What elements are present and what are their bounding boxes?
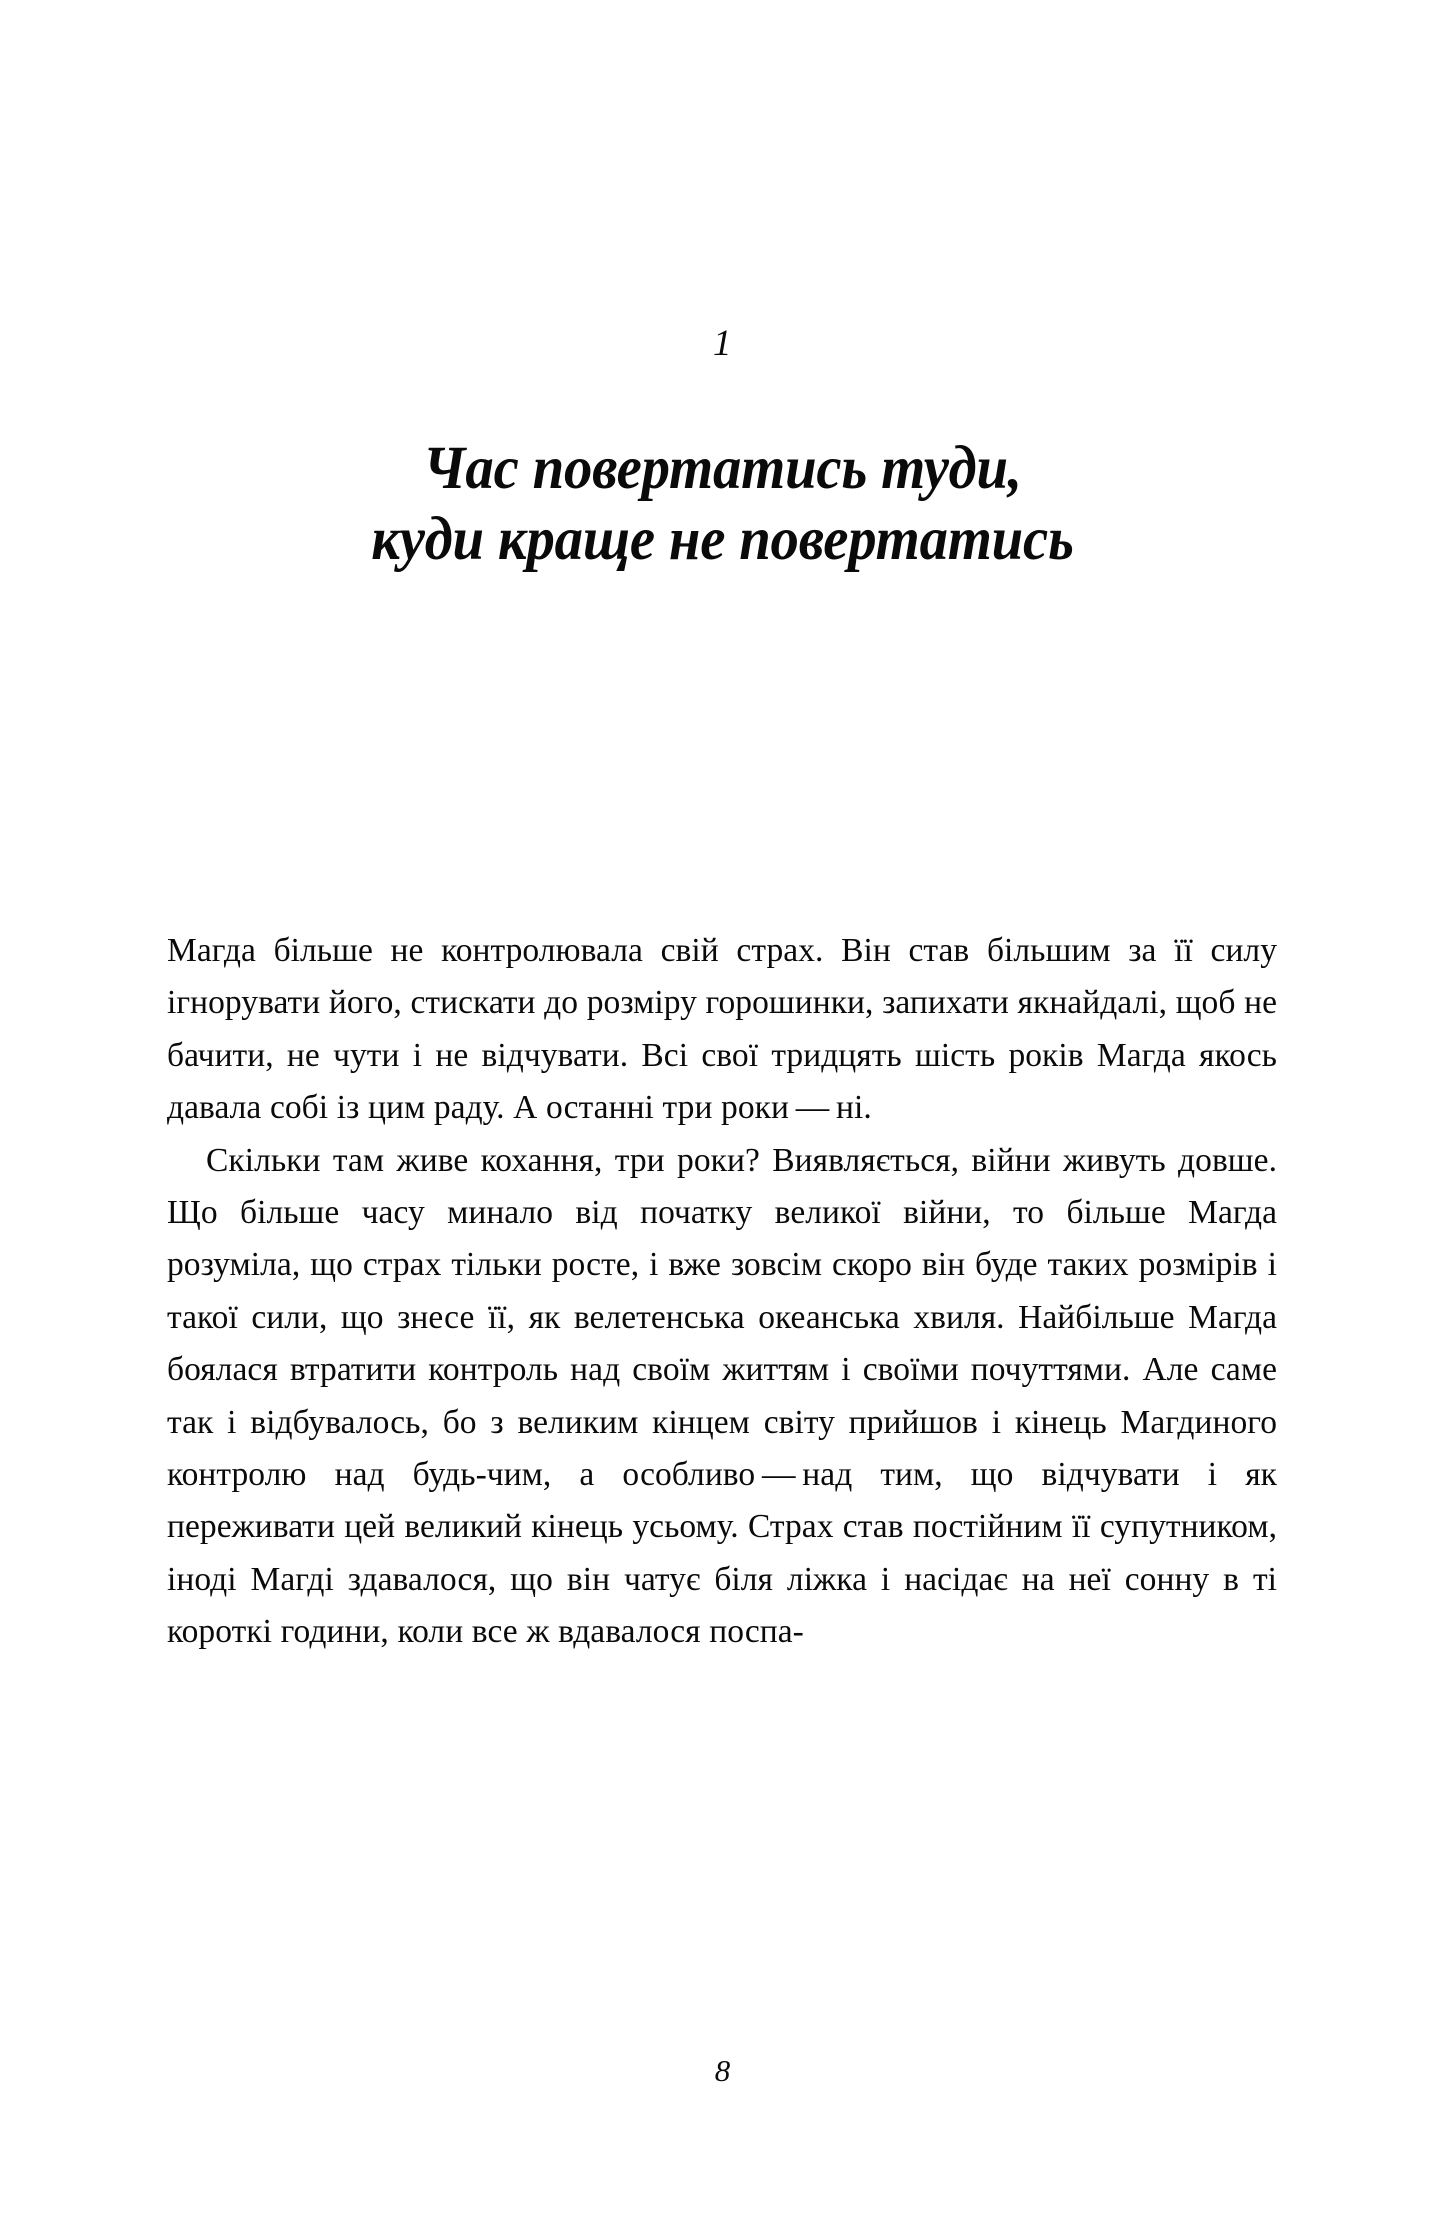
chapter-title-line-1: Час повертатись туди, — [423, 434, 1022, 502]
body-paragraph: Магда більше не контролювала свій страх. Він став більшим за її силу ігнорувати його, стискати до розміру горошинки, запихати якнайдалі, щоб не бачити, не чути і не відчувати. Всі свої тридцять шість років Магда якось давала собі із цим раду. А останні три роки — ні. — [167, 932, 1277, 1127]
chapter-number: 1 — [713, 323, 732, 364]
chapter-title-line-2: куди краще не повертатись — [371, 505, 1074, 573]
body-paragraph: Скільки там живе кохання, три роки? Виявляється, війни живуть довше. Що більше часу минало від початку великої війни, то більше Магда розуміла, що страх тільки росте, і вже зовсім скоро він буде таких розмірів і такої сили, що знесе її, як велетенська океанська хвиля. Найбільше Магда боялася втратити контроль над своїм життям і своїми почуттями. Але саме так і відбувалось, бо з великим кінцем світу прийшов і кінець Магдиного контролю над будь-чим, а особливо — над тим, що відчувати і як переживати цей великий кінець усьому. Страх став постійним її супутником, іноді Магді здавалося, що він чатує біля ліжка і насідає на неї сонну в ті короткі години, коли все ж вдавалося поспа- — [167, 1141, 1277, 1651]
page-number: 8 — [714, 2053, 731, 2088]
body-text-block — [167, 925, 1277, 1659]
chapter-title — [153, 433, 1292, 575]
